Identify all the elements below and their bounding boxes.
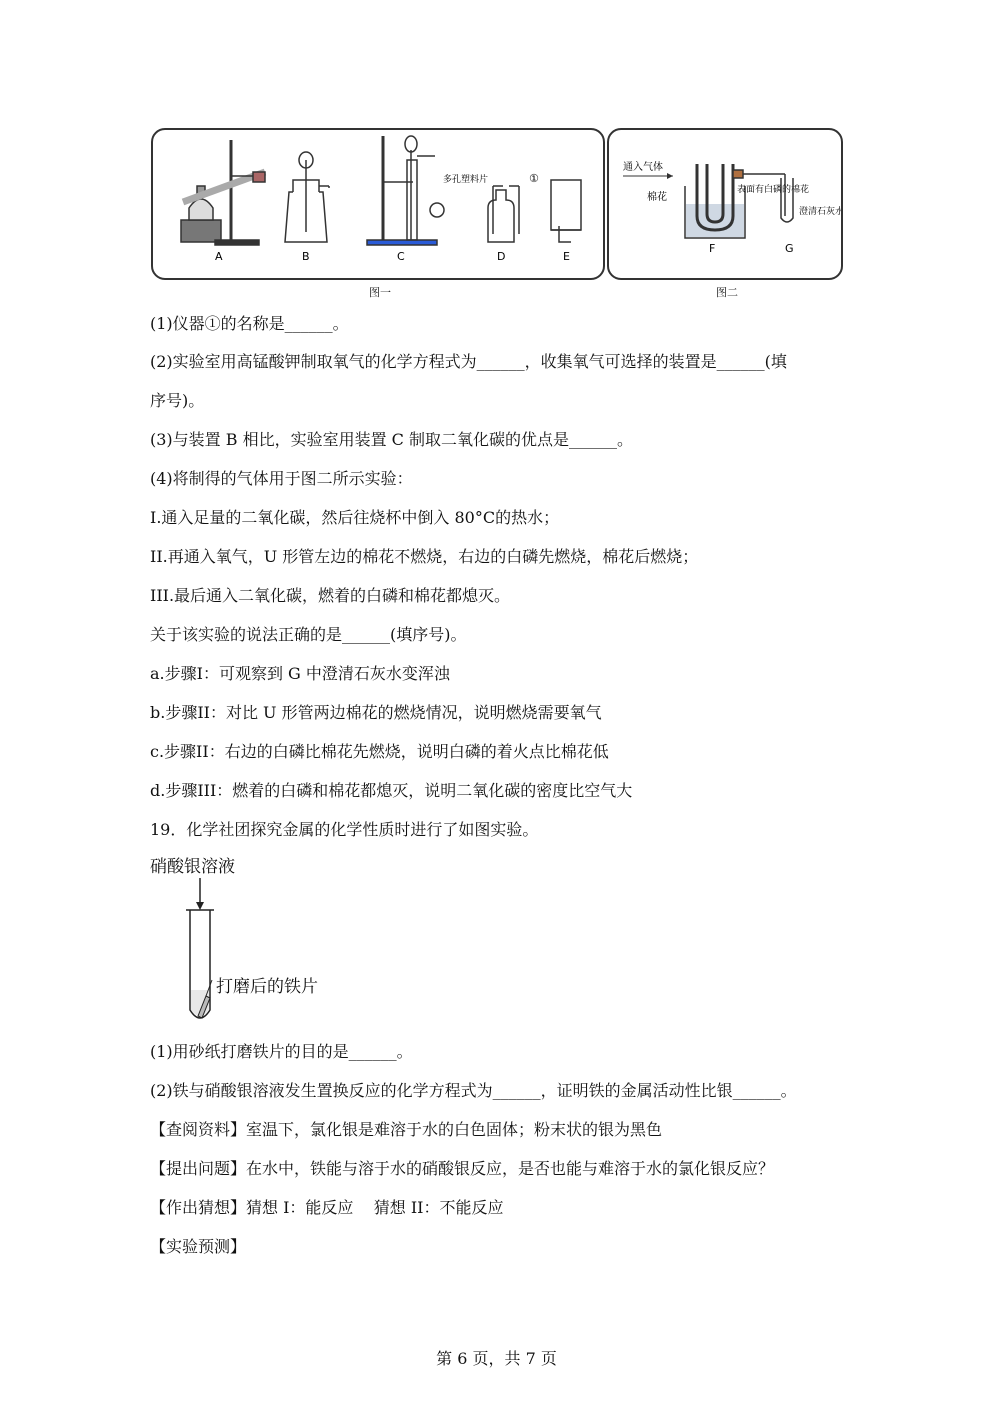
q19-info: 【查阅资料】室温下，氯化银是难溶于水的白色固体；粉末状的银为黑色	[150, 1120, 663, 1139]
q19-figure	[150, 848, 350, 1028]
apparatus-a	[181, 140, 265, 245]
instrument-marker: ①	[529, 172, 539, 185]
page-footer: 第 6 页，共 7 页	[436, 1349, 557, 1368]
figure-1-apparatus	[153, 130, 603, 278]
label-d: D	[497, 250, 506, 263]
limewater-label: 澄清石灰水	[799, 207, 841, 217]
white-phosphorus-label: 表面有白磷的棉花	[737, 185, 810, 195]
label-g: G	[785, 242, 794, 255]
porous-label: 多孔塑料片	[443, 175, 489, 185]
q18-step3: III.最后通入二氧化碳，燃着的白磷和棉花都熄灭。	[150, 586, 511, 605]
apparatus-d	[488, 186, 519, 242]
label-e: E	[563, 250, 570, 263]
gas-in-label: 通入气体	[623, 162, 663, 173]
q18-part1: (1)仪器①的名称是______。	[150, 314, 349, 333]
q18-option-b: b.步骤II：对比 U 形管两边棉花的燃烧情况，说明燃烧需要氧气	[150, 703, 602, 722]
test-tube-g	[781, 174, 793, 222]
beaker-f	[685, 164, 785, 238]
silver-nitrate-label: 硝酸银溶液	[150, 857, 235, 877]
q19-title: 19．化学社团探究金属的化学性质时进行了如图实验。	[150, 820, 539, 839]
q18-part2b: 序号)。	[150, 391, 205, 410]
q18-step2: II.再通入氧气，U 形管左边的棉花不燃烧，右边的白磷先燃烧，棉花后燃烧；	[150, 547, 699, 566]
cotton-left-label: 棉花	[647, 192, 667, 203]
q19-part2: (2)铁与硝酸银溶液发生置换反应的化学方程式为______，证明铁的金属活动性比银______。	[150, 1081, 797, 1100]
label-b: B	[302, 250, 310, 263]
apparatus-c	[367, 136, 444, 245]
q18-option-a: a.步骤I：可观察到 G 中澄清石灰水变浑浊	[150, 664, 450, 683]
figure-2-apparatus	[609, 130, 841, 278]
apparatus-b	[285, 152, 329, 242]
label-c: C	[397, 250, 405, 263]
figure-1-caption: 图一	[369, 286, 391, 299]
q18-option-d: d.步骤III：燃着的白磷和棉花都熄灭，说明二氧化碳的密度比空气大	[150, 781, 633, 800]
q18-option-c: c.步骤II：右边的白磷比棉花先燃烧，说明白磷的着火点比棉花低	[150, 742, 609, 761]
figure-2-panel	[607, 128, 843, 280]
q18-part4: (4)将制得的气体用于图二所示实验：	[150, 469, 413, 488]
label-a: A	[215, 250, 223, 263]
q18-ask: 关于该实验的说法正确的是______(填序号)。	[150, 625, 467, 644]
q18-part2a: (2)实验室用高锰酸钾制取氧气的化学方程式为______，收集氧气可选择的装置是______(填	[150, 352, 787, 371]
test-tube-figure	[150, 848, 350, 1028]
figure-1-panel	[151, 128, 605, 280]
q19-hypothesis: 【作出猜想】猜想 I：能反应 猜想 II：不能反应	[150, 1198, 504, 1217]
label-f: F	[709, 242, 716, 255]
q19-part1: (1)用砂纸打磨铁片的目的是______。	[150, 1042, 413, 1061]
q19-question: 【提出问题】在水中，铁能与溶于水的硝酸银反应，是否也能与难溶于水的氯化银反应？	[150, 1159, 775, 1178]
q18-step1: I.通入足量的二氧化碳，然后往烧杯中倒入 80°C的热水；	[150, 508, 560, 527]
iron-piece-label: 打磨后的铁片	[216, 977, 318, 997]
apparatus-e	[551, 180, 581, 242]
q19-prediction: 【实验预测】	[150, 1237, 247, 1256]
figure-2-caption: 图二	[716, 286, 738, 299]
q18-part3: (3)与装置 B 相比，实验室用装置 C 制取二氧化碳的优点是______。	[150, 430, 634, 449]
